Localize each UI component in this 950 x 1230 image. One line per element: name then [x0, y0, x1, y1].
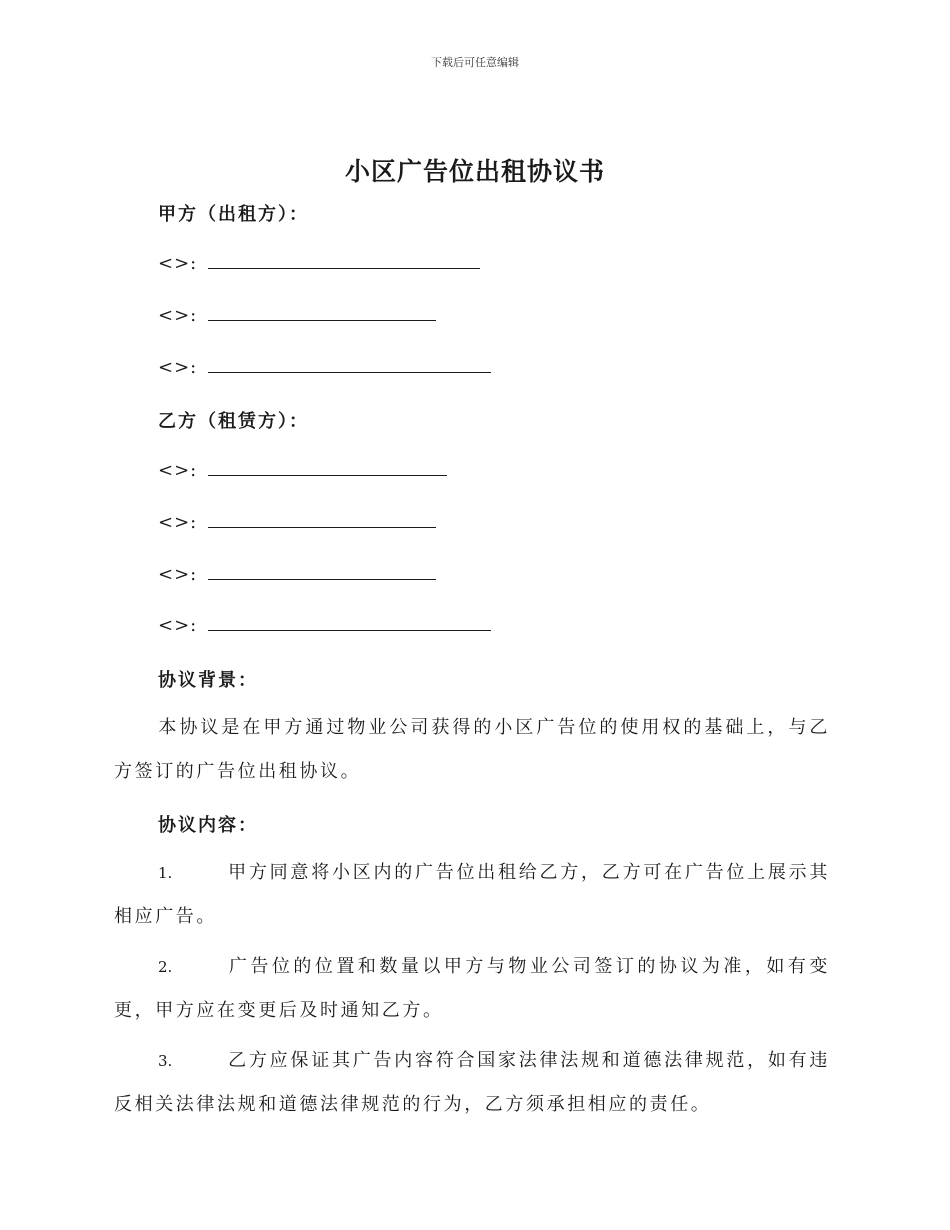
party-b-field-1: [158, 459, 447, 481]
party-a-field-1: [158, 252, 480, 274]
fill-in-blank[interactable]: [208, 511, 436, 528]
party-a-heading: 甲方（出租方）：: [158, 204, 309, 225]
fill-in-blank[interactable]: [208, 563, 436, 580]
fill-in-blank[interactable]: [208, 252, 480, 269]
item-number: 3.: [158, 1052, 173, 1070]
content-item-1: [114, 851, 830, 939]
field-label: <>:: [158, 564, 198, 585]
field-label: <>:: [158, 615, 198, 636]
item-text: 广告位的位置和数量以甲方与物业公司签订的协议为准，如有变更，甲方应在变更后及时通知乙方。: [114, 956, 830, 1021]
item-text: 乙方应保证其广告内容符合国家法律法规和道德法律规范，如有违反相关法律法规和道德法律规范的行为，乙方须承担相应的责任。: [114, 1050, 830, 1115]
background-paragraph: [114, 706, 830, 794]
field-label: <>:: [158, 305, 198, 326]
item-number: 1.: [158, 864, 173, 882]
background-heading: 协议背景：: [158, 670, 258, 691]
fill-in-blank[interactable]: [208, 304, 436, 321]
item-text: 甲方同意将小区内的广告位出租给乙方，乙方可在广告位上展示其相应广告。: [114, 862, 830, 927]
field-label: <>:: [158, 460, 198, 481]
party-b-heading: 乙方（租赁方）：: [158, 411, 309, 432]
fill-in-blank[interactable]: [208, 356, 491, 373]
background-text: 本协议是在甲方通过物业公司获得的小区广告位的使用权的基础上，与乙方签订的广告位出租协议。: [114, 717, 830, 782]
document-title: 小区广告位出租协议书: [344, 157, 605, 186]
party-a-field-2: [158, 304, 436, 326]
party-b-field-4: [158, 614, 491, 636]
party-b-field-3: [158, 563, 436, 585]
content-item-3: [114, 1039, 830, 1127]
field-label: <>:: [158, 512, 198, 533]
party-b-field-2: [158, 511, 436, 533]
content-heading: 协议内容：: [158, 815, 258, 836]
item-number: 2.: [158, 958, 173, 976]
content-item-2: [114, 945, 830, 1033]
header-note: 下载后可任意编辑: [431, 56, 519, 69]
field-label: <>:: [158, 253, 198, 274]
field-label: <>:: [158, 357, 198, 378]
fill-in-blank[interactable]: [208, 459, 447, 476]
party-a-field-3: [158, 356, 491, 378]
fill-in-blank[interactable]: [208, 614, 491, 631]
